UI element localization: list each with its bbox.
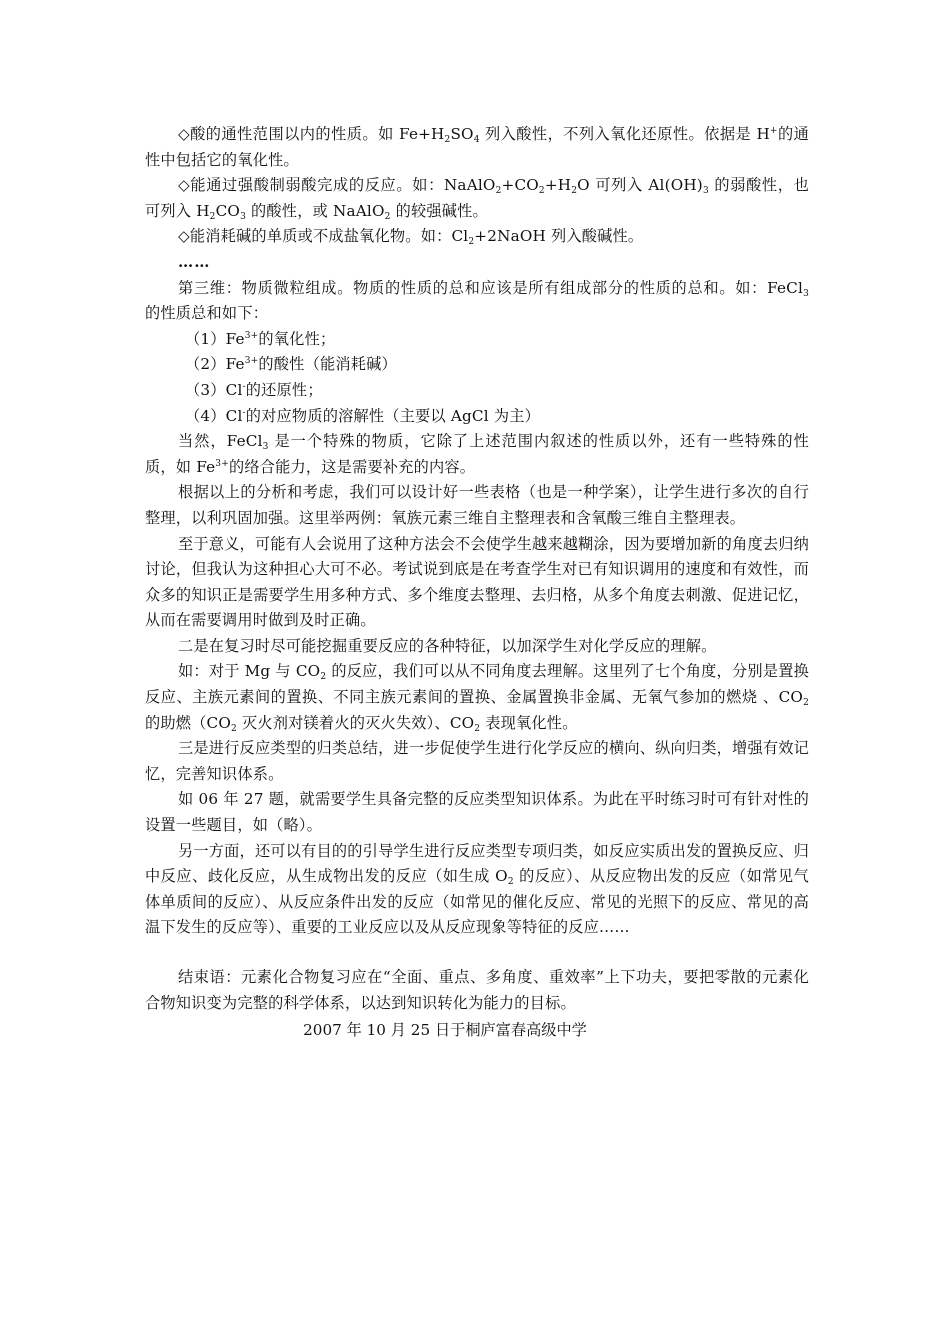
paragraph-gap xyxy=(145,941,809,965)
document-body xyxy=(145,122,809,1016)
list-item: （3）Cl-的还原性； xyxy=(185,380,323,399)
paragraph-acid-properties: ◇酸的通性范围以内的性质。如 $Fe+H_2SO_4$ 列入酸性，不列入氧化还原性。依据是 H+的通性中包括它的氧化性。 xyxy=(145,125,809,169)
paragraph-fecl3-special: 当然，FeCl$_3$ 是一个特殊的物质，它除了上述范围内叙述的性质以外，还有一些特殊的性质，如 $Fe^{3+}$的络合能力，这是需要补充的内容。 xyxy=(145,432,809,476)
list-item: $(2)Fe^{3+}$的酸性（能消耗碱） xyxy=(185,355,397,374)
paragraph-reaction-features: 二是在复习时尽可能挖掘重要反应的各种特征，以加深学生对化学反应的理解。 xyxy=(178,636,717,655)
paragraph-significance: 至于意义，可能有人会说用了这种方法会不会使学生越来越糊涂，因为要增加新的角度去归纳讨论，但我认为这种担心大可不必。考试说到底是在考查学生对已有知识调用的速度和有效性，而众多的知识正是需要学生用多种方式、多个维度去整理、去归格，从多个角度去刺激、促进记忆，从而在需要调用时做到及时正确。 xyxy=(145,534,809,630)
list-item: （4）Cl-的对应物质的溶解性（主要以 AgCl 为主） xyxy=(185,406,540,425)
paragraph-classification: 另一方面，还可以有目的的引导学生进行反应类型专项归类，如反应实质出发的置换反应、归中反应、歧化反应，从生成物出发的反应（如生成 $O_2$ 的反应）、从反应物出发的反应（如常见气体单质间的反应）、从反应条件出发的反应（如常见的催化反应、常见的光照下的反应、常见的高温下发生的反应等）、重要的工业反应以及从反应现象等特征的反应…… xyxy=(145,841,809,937)
paragraph-conclusion: 结束语：元素化合物复习应在“全面、重点、多角度、重效率”上下功夫，要把零散的元素化合物知识变为完整的科学体系，以达到知识转化为能力的目标。 xyxy=(145,968,809,1012)
list-item: $(1)Fe^{3+}$的氧化性； xyxy=(185,329,336,348)
paragraph-third-dimension: 第三维：物质微粒组成。物质的性质的总和应该是所有组成部分的性质的总和。如：FeCl$_3$ 的性质总和如下： xyxy=(145,278,809,323)
paragraph-strong-weak-acid: ◇能通过强酸制弱酸完成的反应。如：$NaAlO_2+CO_2+H_2O$ 可列入 $Al(OH)_3$ 的弱酸性，也可列入 $H_2CO_3$ 的酸性，或 NaAlO$_2$ 的较强碱性。 xyxy=(145,176,810,222)
paragraph-tables: 根据以上的分析和考虑，我们可以设计好一些表格（也是一种学案），让学生进行多次的自行整理，以利巩固加强。这里举两例：氧族元素三维自主整理表和含氧酸三维自主整理表。 xyxy=(145,483,809,527)
paragraph-exam-example: 如 06 年 27 题，就需要学生具备完整的反应类型知识体系。为此在平时练习时可有针对性的设置一些题目，如（略）。 xyxy=(145,790,809,835)
paragraph-mg-co2: 如：对于 Mg 与 $CO_2$ 的反应，我们可以从不同角度去理解。这里列了七个角度，分别是置换反应、主族元素间的置换、不同主族元素间的置换、金属置换非金属、无氧气参加的燃烧 、$CO_2$ 的助燃（$CO_2$ 灭火剂对镁着火的灭火失效）、$CO_2$ 表现氧化性。 xyxy=(145,662,809,734)
date-signature: 2007 年 10 月 25 日于桐庐富春高级中学 xyxy=(303,1021,587,1039)
paragraph-base-consuming: ◇能消耗碱的单质或不成盐氧化物。如：$Cl_2+2NaOH$ 列入酸碱性。 xyxy=(178,227,644,248)
ellipsis-line: …… xyxy=(178,252,211,271)
paragraph-reaction-types: 三是进行反应类型的归类总结，进一步促使学生进行化学反应的横向、纵向归类，增强有效记忆，完善知识体系。 xyxy=(145,739,809,783)
